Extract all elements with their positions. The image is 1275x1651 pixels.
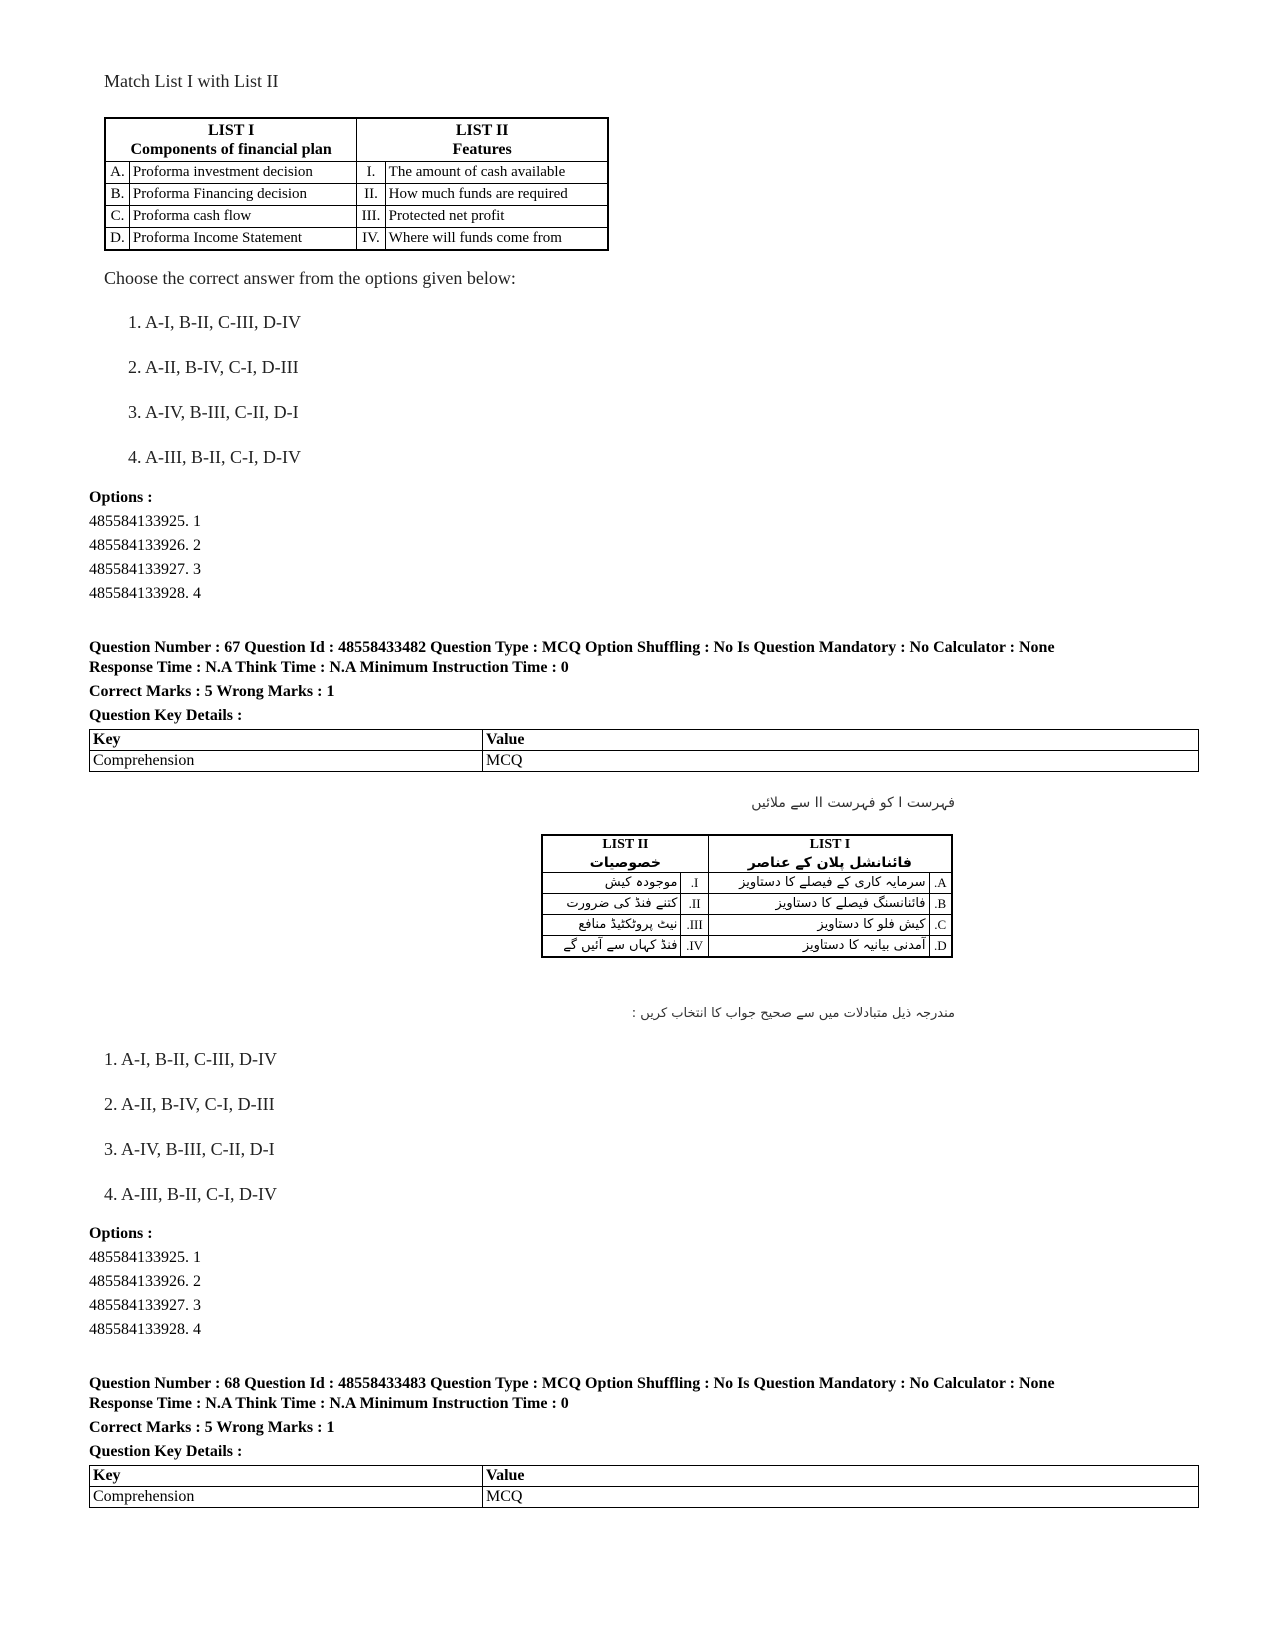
option-item: 485584133925. 1	[89, 513, 201, 530]
list2-title: LIST II	[455, 122, 509, 139]
table-row	[105, 184, 608, 206]
table-row	[542, 894, 952, 915]
table-row	[90, 1487, 1199, 1508]
list1-letter: A.	[105, 162, 129, 184]
answer-choice-3: 3. A-IV, B-III, C-II, D-I	[128, 402, 299, 422]
urdu-choose-instruction: مندرجہ ذیل متبادلات میں سے صحیح جواب کا انتخاب کریں :	[631, 1006, 955, 1021]
table-row	[90, 730, 1199, 751]
list2-numeral: I.	[681, 873, 708, 894]
list2-numeral: IV.	[681, 936, 708, 958]
list2-numeral: III.	[681, 915, 708, 936]
marks-line: Correct Marks : 5 Wrong Marks : 1	[89, 1419, 335, 1436]
table-row	[542, 915, 952, 936]
key-cell: Comprehension	[90, 1487, 483, 1508]
list2-numeral: II.	[357, 184, 385, 206]
question-meta-line1: Question Number : 67 Question Id : 48558433482 Question Type : MCQ Option Shuffling : No Is Question Mandatory : No Calculator : None	[89, 639, 1055, 656]
match-table-english	[104, 117, 609, 251]
list2-header	[357, 118, 608, 162]
list2-item: کتنے فنڈ کی ضرورت	[542, 894, 681, 915]
table-row	[542, 936, 952, 958]
options-label: Options :	[89, 489, 153, 506]
list1-title: LIST I	[809, 837, 851, 852]
list1-item: Proforma investment decision	[129, 162, 356, 184]
question-meta-line2: Response Time : N.A Think Time : N.A Minimum Instruction Time : 0	[89, 659, 569, 676]
answer-choice-1: 1. A-I, B-II, C-III, D-IV	[128, 312, 301, 332]
list2-item: Where will funds come from	[385, 228, 608, 251]
list1-header	[708, 835, 952, 873]
list2-item: Protected net profit	[385, 206, 608, 228]
key-header: Key	[90, 1466, 483, 1487]
list1-letter: B.	[929, 894, 952, 915]
list2-numeral: III.	[357, 206, 385, 228]
list1-item: کیش فلو کا دستاویز	[708, 915, 929, 936]
answer-choice-2: 2. A-II, B-IV, C-I, D-III	[104, 1094, 275, 1114]
option-item: 485584133928. 4	[89, 1321, 201, 1338]
answer-choice-1: 1. A-I, B-II, C-III, D-IV	[104, 1049, 277, 1069]
table-row	[105, 206, 608, 228]
table-row	[105, 162, 608, 184]
question-meta-line1: Question Number : 68 Question Id : 48558433483 Question Type : MCQ Option Shuffling : No Is Question Mandatory : No Calculator : None	[89, 1375, 1055, 1392]
list2-subtitle: خصوصیات	[589, 855, 661, 871]
list2-numeral: II.	[681, 894, 708, 915]
list1-item: آمدنی بیانیہ کا دستاویز	[708, 936, 929, 958]
list1-item: Proforma Financing decision	[129, 184, 356, 206]
option-item: 485584133926. 2	[89, 537, 201, 554]
key-header: Key	[90, 730, 483, 751]
list1-header	[105, 118, 357, 162]
choose-instruction: Choose the correct answer from the options given below:	[104, 268, 516, 288]
list2-numeral: IV.	[357, 228, 385, 251]
list1-letter: C.	[929, 915, 952, 936]
list2-subtitle: Features	[452, 141, 512, 158]
option-item: 485584133925. 1	[89, 1249, 201, 1266]
list1-letter: D.	[105, 228, 129, 251]
answer-choice-2: 2. A-II, B-IV, C-I, D-III	[128, 357, 299, 377]
key-details-table	[89, 729, 1199, 772]
list2-item: موجودہ کیش	[542, 873, 681, 894]
answer-choice-4: 4. A-III, B-II, C-I, D-IV	[128, 447, 301, 467]
option-item: 485584133927. 3	[89, 1297, 201, 1314]
option-item: 485584133926. 2	[89, 1273, 201, 1290]
list2-item: فنڈ کہاں سے آئیں گے	[542, 936, 681, 958]
list1-subtitle: فائنانشل پلان کے عناصر	[747, 855, 912, 871]
value-cell: MCQ	[483, 1487, 1199, 1508]
list1-subtitle: Components of financial plan	[130, 141, 332, 158]
answer-choice-3: 3. A-IV, B-III, C-II, D-I	[104, 1139, 275, 1159]
list1-item: سرمایہ کاری کے فیصلے کا دستاویز	[708, 873, 929, 894]
marks-line: Correct Marks : 5 Wrong Marks : 1	[89, 683, 335, 700]
list1-item: Proforma Income Statement	[129, 228, 356, 251]
table-row	[90, 751, 1199, 772]
table-header-row	[542, 835, 952, 873]
table-row	[90, 1466, 1199, 1487]
list2-item: نیٹ پروٹکٹیڈ منافع	[542, 915, 681, 936]
list1-item: فائنانسنگ فیصلے کا دستاویز	[708, 894, 929, 915]
list2-item: The amount of cash available	[385, 162, 608, 184]
question-title: Match List I with List II	[104, 71, 279, 91]
list1-letter: A.	[929, 873, 952, 894]
list1-title: LIST I	[207, 122, 255, 139]
table-row	[542, 873, 952, 894]
key-details-table	[89, 1465, 1199, 1508]
urdu-question-title: فہرست I کو فہرست II سے ملائیں	[751, 795, 955, 811]
options-block	[89, 1222, 201, 1342]
key-details-label: Question Key Details :	[89, 1443, 243, 1460]
list2-title: LIST II	[602, 837, 649, 852]
match-table-urdu	[541, 834, 953, 958]
table-row	[105, 228, 608, 251]
option-item: 485584133927. 3	[89, 561, 201, 578]
value-header: Value	[483, 730, 1199, 751]
key-cell: Comprehension	[90, 751, 483, 772]
answer-choice-4: 4. A-III, B-II, C-I, D-IV	[104, 1184, 277, 1204]
table-header-row	[105, 118, 608, 162]
value-cell: MCQ	[483, 751, 1199, 772]
option-item: 485584133928. 4	[89, 585, 201, 602]
key-details-label: Question Key Details :	[89, 707, 243, 724]
list1-letter: B.	[105, 184, 129, 206]
value-header: Value	[483, 1466, 1199, 1487]
list1-item: Proforma cash flow	[129, 206, 356, 228]
options-block	[89, 486, 201, 606]
options-label: Options :	[89, 1225, 153, 1242]
list2-header	[542, 835, 708, 873]
question-meta-line2: Response Time : N.A Think Time : N.A Minimum Instruction Time : 0	[89, 1395, 569, 1412]
list2-numeral: I.	[357, 162, 385, 184]
list2-item: How much funds are required	[385, 184, 608, 206]
list1-letter: D.	[929, 936, 952, 958]
list1-letter: C.	[105, 206, 129, 228]
